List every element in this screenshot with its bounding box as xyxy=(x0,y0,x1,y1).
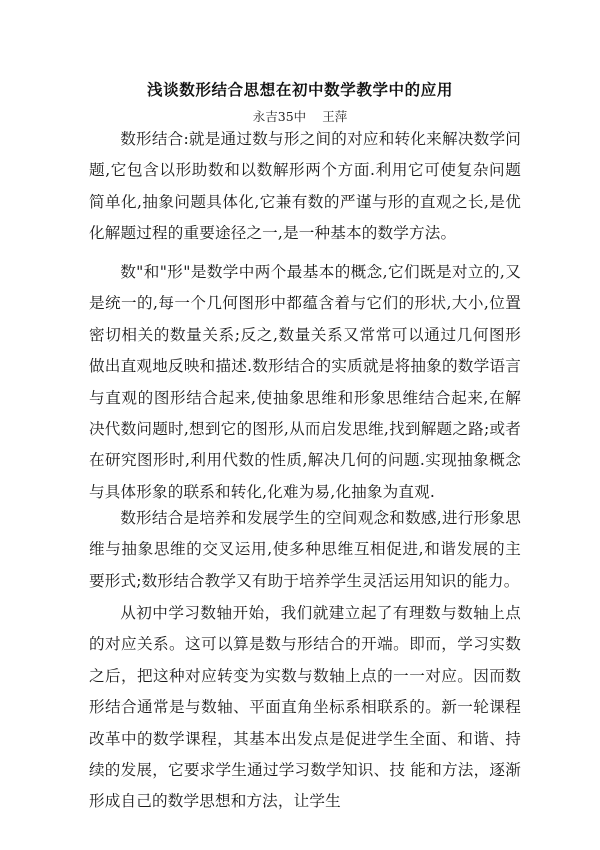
author-byline xyxy=(0,107,600,125)
document-title: 浅谈数形结合思想在初中数学教学中的应用 xyxy=(147,80,453,99)
paragraph-definition: 数形结合:就是通过数与形之间的对应和转化来解决数学问题,它包含以形助数和以数解形两个方面.利用它可使复杂问题简单化,抽象问题具体化,它兼有数的严谨与形的直观之长,是优化解题过程的重要途径之一,是一种基本的数学方法。 xyxy=(89,130,521,243)
author-school: 永吉35中 xyxy=(252,109,307,124)
paragraph-spatial-thinking: 数形结合是培养和发展学生的空间观念和数感,进行形象思维与抽象思维的交叉运用,使多种思维互相促进,和谐发展的主要形式;数形结合教学又有助于培养学生灵活运用知识的能力。 xyxy=(89,509,521,590)
paragraph-number-line: 从初中学习数轴开始，我们就建立起了有理数与数轴上点的对应关系。这可以算是数与形结合的开端。即而，学习实数之后，把这种对应转变为实数与数轴上点的一一对应。因而数形结合通常是与数轴、平面直角坐标系相联系的。新一轮课程改革中的数学课程，其基本出发点是促进学生全面、和谐、持续的发展，它要求学生通过学习数学知识、技 能和方法，逐渐形成自己的数学思想和方法，让学生 xyxy=(89,604,521,811)
paragraph-number-and-shape: 数"和"形"是数学中两个最基本的概念,它们既是对立的,又是统一的,每一个几何图形中都蕴含着与它们的形状,大小,位置密切相关的数量关系;反之,数量关系又常常可以通过几何图形做出直观地反映和描述.数形结合的实质就是将抽象的数学语言与直观的图形结合起来,使抽象思维和形象思维结合起来,在解决代数问题时,想到它的图形,从而启发思维,找到解题之路;或者在研究图形时,利用代数的性质,解决几何的问题.实现抽象概念与具体形象的联系和转化,化难为易,化抽象为直观. xyxy=(89,263,521,501)
author-name: 王萍 xyxy=(322,109,348,124)
